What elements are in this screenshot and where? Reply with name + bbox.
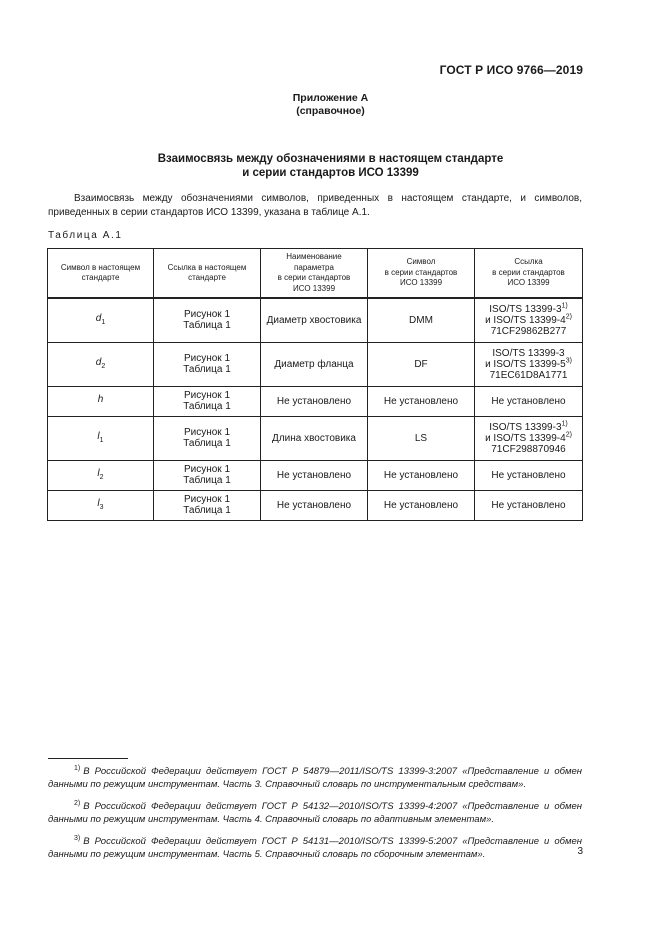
reference-cell: Рисунок 1 Таблица 1: [154, 342, 261, 386]
iso-reference-cell: Не установлено: [475, 460, 583, 490]
appendix-subtitle: (справочное): [296, 105, 365, 117]
section-title-line-1: Взаимосвязь между обозначениями в настоящем стандарте: [157, 153, 504, 165]
table-header-row: [48, 249, 583, 299]
header-cell: Ссылка в настоящем стандарте: [154, 249, 261, 299]
appendix-heading: [0, 92, 661, 118]
symbol-cell: $d_1$: [48, 298, 154, 342]
iso-symbol-cell: Не установлено: [368, 386, 475, 416]
iso-reference-cell: Не установлено: [475, 490, 583, 520]
iso-symbol-cell: Не установлено: [368, 460, 475, 490]
symbol-cell: $l_1$: [48, 416, 154, 460]
iso-reference-cell: Не установлено: [475, 386, 583, 416]
parameter-name-cell: Длина хвостовика: [261, 416, 368, 460]
header-cell: Символ в настоящем стандарте: [48, 249, 154, 299]
footnote: $^{3)}$ В Российской Федерации действует ГОСТ Р 54131—2010/ISO/TS 13399-5:2007 «Представление и обмен данными по режущим инструментам. Часть 5. Справочный словарь по сборочным элементам».: [48, 835, 582, 861]
reference-cell: Рисунок 1 Таблица 1: [154, 386, 261, 416]
symbol-cell: $l_2$: [48, 460, 154, 490]
table-row: [48, 460, 583, 490]
footnotes: [48, 762, 582, 867]
parameter-name-cell: Диаметр фланца: [261, 342, 368, 386]
table-row: [48, 416, 583, 460]
iso-symbol-cell: DMM: [368, 298, 475, 342]
section-title: [0, 152, 661, 180]
footnote-divider: [48, 758, 128, 759]
parameter-name-cell: Диаметр хвостовика: [261, 298, 368, 342]
iso-reference-cell: ISO/TS 13399-3$^{1)}$ и ISO/TS 13399-4$^{2)}$ 71CF29862B277: [475, 298, 583, 342]
iso-reference-cell: ISO/TS 13399-3 и ISO/TS 13399-5$^{3)}$ 71EC61D8A1771: [475, 342, 583, 386]
parameter-name-cell: Не установлено: [261, 386, 368, 416]
footnote: $^{1)}$ В Российской Федерации действует ГОСТ Р 54879—2011/ISO/TS 13399-3:2007 «Представление и обмен данными по режущим инструментам. Часть 3. Справочный словарь по инструментальным средствам».: [48, 765, 582, 791]
header-cell: Символ в серии стандартов ИСО 13399: [368, 249, 475, 299]
iso-symbol-cell: Не установлено: [368, 490, 475, 520]
iso-symbol-cell: DF: [368, 342, 475, 386]
document-code: ГОСТ Р ИСО 9766—2019: [439, 63, 583, 77]
parameter-name-cell: Не установлено: [261, 490, 368, 520]
table-row: [48, 490, 583, 520]
iso-symbol-cell: LS: [368, 416, 475, 460]
header-cell: Ссылка в серии стандартов ИСО 13399: [475, 249, 583, 299]
table-row: [48, 342, 583, 386]
reference-cell: Рисунок 1 Таблица 1: [154, 490, 261, 520]
table-row: [48, 386, 583, 416]
symbol-cell: $d_2$: [48, 342, 154, 386]
page-number: 3: [577, 846, 583, 857]
parameter-name-cell: Не установлено: [261, 460, 368, 490]
correspondence-table: [47, 248, 583, 521]
footnote: $^{2)}$ В Российской Федерации действует ГОСТ Р 54132—2010/ISO/TS 13399-4:2007 «Представление и обмен данными по режущим инструментам. Часть 4. Справочный словарь по адаптивным элементам».: [48, 800, 582, 826]
header-cell: Наименование параметра в серии стандартов ИСО 13399: [261, 249, 368, 299]
symbol-cell: $l_3$: [48, 490, 154, 520]
intro-paragraph: Взаимосвязь между обозначениями символов, приведенных в настоящем стандарте, и символов, приведенных в серии стандартов ИСО 13399, указана в таблице А.1.: [48, 193, 582, 218]
table-caption: Таблица А.1: [48, 230, 123, 241]
reference-cell: Рисунок 1 Таблица 1: [154, 298, 261, 342]
reference-cell: Рисунок 1 Таблица 1: [154, 460, 261, 490]
symbol-cell: h: [48, 386, 154, 416]
section-title-line-2: и серии стандартов ИСО 13399: [242, 167, 419, 179]
table-row: [48, 298, 583, 342]
reference-cell: Рисунок 1 Таблица 1: [154, 416, 261, 460]
appendix-title: Приложение А: [292, 92, 369, 104]
iso-reference-cell: ISO/TS 13399-3$^{1)}$ и ISO/TS 13399-4$^{2)}$ 71CF298870946: [475, 416, 583, 460]
